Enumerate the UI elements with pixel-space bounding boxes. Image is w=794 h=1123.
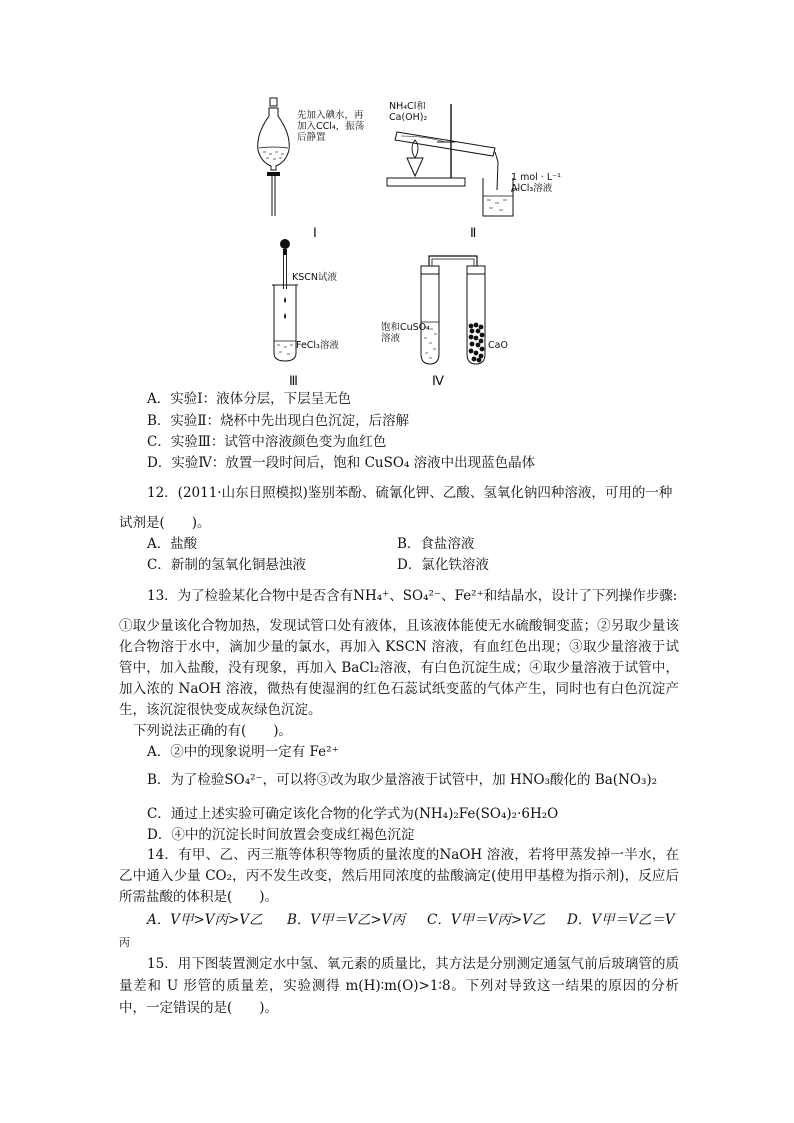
- q15-body: 15．用下图装置测定水中氢、氧元素的质量比，其方法是分别测定通氢气前后玻璃管的质量差和 U 形管的质量差，实验测得 m(H)∶m(O)>1∶8。下列对导致这一结果的原因的分析中，一定错误的是( )。: [119, 956, 679, 1016]
- figure-2-numeral: Ⅱ: [470, 225, 477, 240]
- q12-stem-line2: 试剂是( )。: [119, 515, 211, 531]
- q14-option-d: D．V甲＝V乙＝V: [567, 912, 675, 928]
- q14-option-b: B．V甲＝V乙>V丙: [287, 912, 405, 928]
- figure-3-numeral: Ⅲ: [289, 373, 298, 388]
- q12-option-d: D．氯化铁溶液: [397, 557, 489, 573]
- figure-1-label: 先加入碘水，再 加入CCl₄，振荡 后静置: [297, 110, 365, 143]
- q12-option-a: A．盐酸: [147, 536, 198, 552]
- figure-3-label-solution: FeCl₃溶液: [296, 340, 339, 351]
- q13-body: ①取少量该化合物加热，发现试管口处有液体，且该液体能使无水硫酸铜变蓝；②另取少量该化合物溶于水中，滴加少量的氯水，再加入 KSCN 溶液，有血红色出现；③取少量溶液于试管中，加入盐酸，没有现象，再加入 BaCl₂溶液，有白色沉淀生成；④取少量溶液于试管中，加入浓的 NaOH 溶液，微热有使湿润的红色石蕊试纸变蓝的气体产生，同时也有白色沉淀产生，该沉淀很快变成灰绿色沉淀。: [119, 618, 679, 718]
- q11-option-c: C．实验Ⅲ：试管中溶液颜色变为血红色: [147, 434, 387, 450]
- q11-option-d: D．实验Ⅳ：放置一段时间后，饱和 CuSO₄ 溶液中出现蓝色晶体: [147, 455, 536, 471]
- figure-4-label-solution: 饱和CuSO₄ 溶液: [381, 322, 430, 344]
- q12-stem-line1: 12．(2011·山东日照模拟)鉴别苯酚、硫氰化钾、乙酸、氢氧化钠四种溶液，可用的一种: [147, 485, 673, 501]
- q13-ask: 下列说法正确的有( )。: [133, 723, 293, 739]
- q13-option-a: A．②中的现象说明一定有 Fe²⁺: [147, 744, 339, 760]
- figure-3-label-reagent: KSCN试液: [292, 272, 337, 283]
- q14-option-a: A．V甲>V丙>V乙: [147, 912, 263, 928]
- q13-stem: 13．为了检验某化合物中是否含有NH₄⁺、SO₄²⁻、Fe²⁺和结晶水，设计了下列操作步骤:: [147, 588, 678, 604]
- q14-option-d-tail: 丙: [119, 936, 130, 949]
- q11-option-a: A．实验Ⅰ：液体分层，下层呈无色: [147, 391, 352, 407]
- figure-4-numeral: Ⅳ: [432, 373, 444, 388]
- q13-option-b: B．为了检验SO₄²⁻，可以将③改为取少量溶液于试管中，加 HNO₃酸化的 Ba(NO₃)₂: [147, 772, 658, 788]
- q12-option-c: C．新制的氢氧化铜悬浊液: [147, 557, 306, 573]
- q13-option-c: C．通过上述实验可确定该化合物的化学式为(NH₄)₂Fe(SO₄)₂·6H₂O: [147, 806, 559, 822]
- figure-2-label-reagents: NH₄Cl和 Ca(OH)₂: [389, 101, 428, 123]
- q13-option-d: D．④中的沉淀长时间放置会变成红褐色沉淀: [147, 827, 415, 843]
- q14-body: 14．有甲、乙、丙三瓶等体积等物质的量浓度的NaOH 溶液，若将甲蒸发掉一半水，在乙中通入少量 CO₂，丙不发生改变，然后用同浓度的盐酸滴定(使用甲基橙为指示剂)，反应后所需盐酸的体积是( )。: [119, 847, 679, 905]
- q14-option-c: C．V甲＝V丙>V乙: [427, 912, 546, 928]
- q11-option-b: B．实验Ⅱ：烧杯中先出现白色沉淀，后溶解: [147, 413, 410, 429]
- figure-2-label-solution: 1 mol · L⁻¹ AlCl₃溶液: [511, 172, 561, 194]
- figure-1-numeral: Ⅰ: [313, 225, 317, 240]
- figure-4-label-cao: CaO: [488, 340, 508, 351]
- q12-option-b: B．食盐溶液: [397, 536, 475, 552]
- figure-4-connected-tubes: [415, 250, 495, 370]
